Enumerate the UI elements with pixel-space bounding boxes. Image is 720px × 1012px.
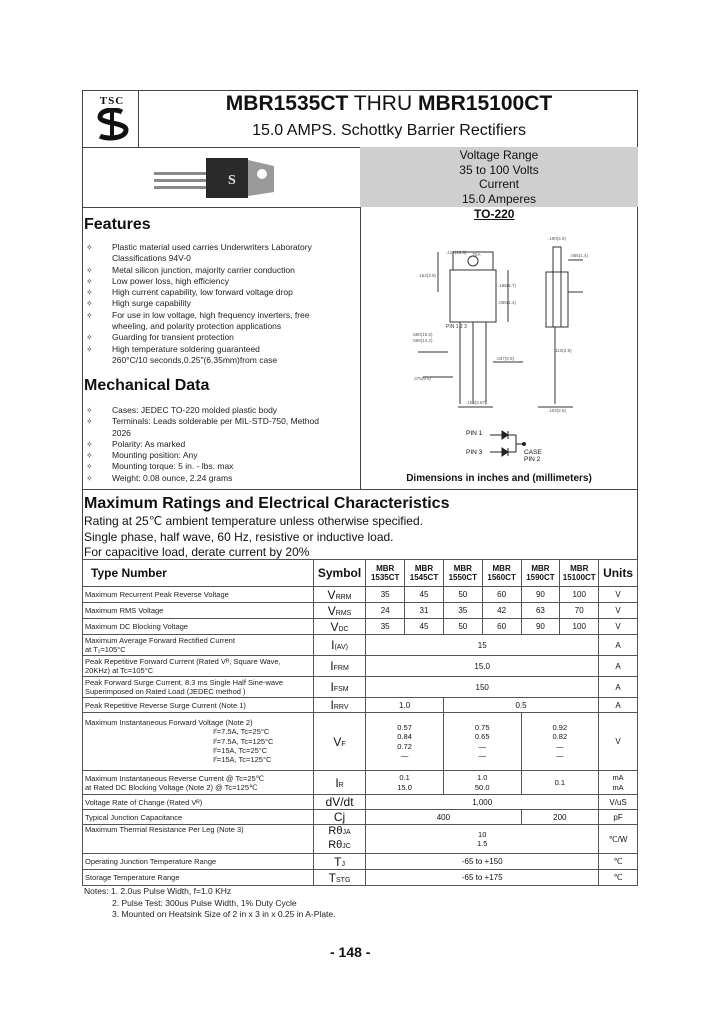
notes (84, 886, 336, 921)
unit: ℃ (599, 870, 638, 886)
cell: 31 (405, 603, 444, 619)
sym-rth: RθJA RθJC (313, 825, 365, 854)
unit: A (599, 677, 638, 698)
unit: V (599, 587, 638, 603)
list-item (86, 416, 356, 439)
section-rule (82, 489, 638, 490)
table-row-irrv (83, 698, 638, 713)
cell: 15 (366, 635, 599, 656)
bullet-icon: ✧ (86, 265, 93, 275)
unit: pF (599, 810, 638, 825)
svg-text:.105(2.67): .105(2.67) (466, 400, 487, 405)
param-vf: Maximum Instantaneous Forward Voltage (Note 2) Iᶠ=7.5A, Tc=25°C Iᶠ=7.5A, Tc=125°C Iᶠ=15A, Tc=25°C Iᶠ=15A, Tc=125°C (83, 713, 314, 771)
current-value: 15.0 Amperes (461, 191, 537, 206)
svg-text:S: S (228, 173, 236, 188)
list-item (86, 439, 356, 450)
list-item (86, 287, 356, 298)
sym-iav: I(AV) (313, 635, 365, 656)
list-item (86, 473, 356, 484)
param-tstg: Storage Temperature Range (83, 870, 314, 886)
cell: 45 (405, 587, 444, 603)
voltage-range-box (360, 147, 638, 207)
current-label: Current (478, 177, 519, 191)
cell: 90 (521, 619, 560, 635)
cell: -65 to +175 (366, 870, 599, 886)
voltage-range-value: 35 to 100 Volts (459, 162, 539, 177)
svg-text:.037(0.9): .037(0.9) (496, 356, 515, 361)
cell: 45 (405, 619, 444, 635)
cell: 42 (482, 603, 521, 619)
list-item (86, 405, 356, 416)
bullet-icon: ✧ (86, 276, 93, 286)
table-row-vrrm (83, 587, 638, 603)
param-vrrm: Maximum Recurrent Peak Reverse Voltage (83, 587, 314, 603)
table-row-ifsm (83, 677, 638, 698)
vf-col2: 0.75 0.65 — — (443, 713, 521, 771)
svg-text:.055(1.4): .055(1.4) (570, 253, 589, 258)
ir-units: mA mA (599, 771, 638, 795)
list-item-text: 2026 (112, 427, 131, 438)
unit: A (599, 656, 638, 677)
list-item (86, 242, 356, 265)
table-row-ir (83, 771, 638, 795)
list-item (86, 461, 356, 472)
param-ifrm: Peak Repetitive Forward Current (Rated Vᴿ, Square Wave, 20KHz) at Tc=105°C (83, 656, 314, 677)
param-rth: Maximum Thermal Resistance Per Leg (Note 3) (83, 825, 314, 854)
sym-vrrm: VRRM (313, 587, 365, 603)
diode-schematic (488, 428, 528, 460)
model-1560ct: MBR 1560CT (482, 560, 521, 587)
sym-vdc: VDC (313, 619, 365, 635)
svg-text:DIA: DIA (473, 252, 481, 257)
param-tj: Operating Junction Temperature Range (83, 854, 314, 870)
param-iav: Maximum Average Forward Rectified Current at T₁=105°C (83, 635, 314, 656)
list-item-text: wheeling, and polarity protection applications (112, 321, 282, 332)
ir-col1: 0.1 15.0 (366, 771, 444, 795)
cell: 35 (443, 603, 482, 619)
sym-tj: TJ (313, 854, 365, 870)
sym-dvdt: dV/dt (313, 795, 365, 810)
ratings-heading: Maximum Ratings and Electrical Characteristics (84, 495, 450, 512)
svg-text:.055(1.4): .055(1.4) (498, 300, 517, 305)
list-item-text: Polarity: As marked (112, 438, 186, 449)
list-item (86, 265, 356, 276)
list-item-text: Mounting position: Any (112, 450, 198, 461)
list-item-text: Cases: JEDEC TO-220 molded plastic body (112, 405, 278, 415)
sym-ifsm: IFSM (313, 677, 365, 698)
list-item-text: Low power loss, high efficiency (112, 275, 230, 286)
photo-rule (82, 207, 360, 208)
cell: 63 (521, 603, 560, 619)
svg-text:.104(2.6): .104(2.6) (548, 408, 567, 413)
page-title (140, 92, 638, 116)
rating-line-2: Single phase, half wave, 60 Hz, resistive or inductive load. (84, 530, 394, 544)
model-1590ct: MBR 1590CT (521, 560, 560, 587)
list-item (86, 332, 356, 343)
bullet-icon: ✧ (86, 417, 93, 427)
table-row-vdc (83, 619, 638, 635)
list-item (86, 298, 356, 309)
list-item-text: High current capability, low forward voltage drop (112, 287, 293, 298)
pin-numbers: PIN 1 2 3 (446, 324, 467, 330)
title-part2: MBR15100CT (417, 92, 553, 115)
case-text: CASE (524, 449, 542, 456)
cell: 400 (366, 810, 521, 825)
list-item (86, 276, 356, 287)
svg-text:.185(4.7): .185(4.7) (498, 283, 517, 288)
sym-vf: VF (313, 713, 365, 771)
sym-ifrm: IFRM (313, 656, 365, 677)
bullet-icon: ✧ (86, 310, 93, 320)
list-item-text: Guarding for transient protection (112, 332, 234, 343)
list-item (86, 450, 356, 461)
mechanical-list (86, 405, 356, 484)
bullet-icon: ✧ (86, 243, 93, 252)
list-item-text: For use in low voltage, high frequency inverters, free (112, 309, 310, 320)
vf-col1: 0.57 0.84 0.72 — (366, 713, 444, 771)
svg-text:.412(10.5): .412(10.5) (446, 250, 467, 255)
cell: 200 (521, 810, 599, 825)
cell: 100 (560, 619, 599, 635)
page-subtitle: 15.0 AMPS. Schottky Barrier Rectifiers (252, 122, 526, 139)
page-number: - 148 - (330, 944, 371, 960)
unit: A (599, 698, 638, 713)
list-item (86, 344, 356, 367)
note-1: Notes: 1. 2.0us Pulse Width, f=1.0 KHz (84, 886, 232, 896)
list-item-text: Weight: 0.08 ounce, 2.24 grams (112, 472, 233, 483)
list-item-text: Metal silicon junction, majority carrier conduction (112, 264, 295, 275)
model-1550ct: MBR 1550CT (443, 560, 482, 587)
bullet-icon: ✧ (86, 406, 93, 415)
cell: 35 (366, 619, 405, 635)
cell: 15.0 (366, 656, 599, 677)
sym-cj: Cj (313, 810, 365, 825)
tsc-logo-text: TSC (99, 95, 125, 107)
table-row-rth (83, 825, 638, 854)
model-15100ct: MBR 15100CT (560, 560, 599, 587)
list-item-text: 260°C/10 seconds,0.25"(6.35mm)from case (112, 354, 278, 365)
rating-line-1: Rating at 25℃ ambient temperature unless otherwise specified. (84, 514, 423, 528)
list-item-text: High surge capability (112, 298, 191, 309)
unit: V (599, 713, 638, 771)
unit: ℃/W (599, 825, 638, 854)
pin3-label: PIN 3 (466, 449, 483, 456)
table-row-iav (83, 635, 638, 656)
cell: 1,000 (366, 795, 599, 810)
mechanical-heading: Mechanical Data (84, 377, 210, 394)
svg-text:.375(9.5): .375(9.5) (413, 376, 432, 381)
bullet-icon: ✧ (86, 473, 93, 483)
cell: 35 (366, 587, 405, 603)
table-row-cj (83, 810, 638, 825)
sym-irrv: IRRV (313, 698, 365, 713)
table-row-dvdt (83, 795, 638, 810)
svg-text:.590(15.0): .590(15.0) (412, 332, 433, 337)
note-3: 3. Mounted on Heatsink Size of 2 in x 3 in x 0.25 in A-Plate. (112, 909, 336, 919)
vf-col3: 0.92 0.82 — — (521, 713, 599, 771)
table-row-vrms (83, 603, 638, 619)
model-1535ct: MBR 1535CT (366, 560, 405, 587)
svg-text:.110(2.8): .110(2.8) (554, 348, 572, 353)
list-item-text: Classifications 94V-0 (112, 253, 191, 264)
dimension-caption: Dimensions in inches and (millimeters) (406, 473, 592, 484)
cell: 70 (560, 603, 599, 619)
cell: 60 (482, 587, 521, 603)
param-cj: Typical Junction Capacitance (83, 810, 314, 825)
table-row-tstg (83, 870, 638, 886)
pin1-label: PIN 1 (466, 430, 483, 437)
logo-divider (138, 90, 139, 147)
param-irrv: Peak Repetitive Reverse Surge Current (Note 1) (83, 698, 314, 713)
model-1545ct: MBR 1545CT (405, 560, 444, 587)
param-vrms: Maximum RMS Voltage (83, 603, 314, 619)
note-2: 2. Pulse Test: 300us Pulse Width, 1% Duty Cycle (112, 897, 297, 908)
pin2-text: PIN 2 (524, 456, 541, 463)
param-ir: Maximum Instantaneous Reverse Current @ Tc=25℃ at Rated DC Blocking Voltage (Note 2) @ Tc=125℃ (83, 771, 314, 795)
units-header: Units (599, 560, 638, 587)
rth-values: 10 1.5 (366, 825, 599, 854)
list-item-text: Mounting torque: 5 in. - lbs. max (112, 461, 234, 472)
type-number-header: Type Number (83, 560, 314, 587)
table-header-row (83, 560, 638, 587)
features-heading: Features (84, 216, 151, 233)
list-item-text: Terminals: Leads solderable per MIL-STD-750, Method (112, 416, 319, 427)
features-list (86, 242, 356, 366)
list-item (86, 310, 356, 333)
symbol-header: Symbol (313, 560, 365, 587)
unit: V/uS (599, 795, 638, 810)
tsc-logo-icon (94, 108, 132, 142)
unit: V (599, 619, 638, 635)
cell: 50 (443, 619, 482, 635)
unit: ℃ (599, 854, 638, 870)
cell: 100 (560, 587, 599, 603)
voltage-range-label: Voltage Range (459, 148, 539, 162)
ir-col2: 1.0 50.0 (443, 771, 521, 795)
rating-line-3: For capacitive load, derate current by 20% (84, 545, 310, 559)
svg-text:.560(14.2): .560(14.2) (412, 338, 433, 343)
svg-text:.154(3.9): .154(3.9) (418, 273, 437, 278)
sym-tstg: TSTG (313, 870, 365, 886)
param-vdc: Maximum DC Blocking Voltage (83, 619, 314, 635)
to220-photo (150, 150, 280, 202)
bullet-icon: ✧ (86, 462, 93, 472)
ratings-table (82, 559, 638, 886)
table-row-vf (83, 713, 638, 771)
cell: 0.5 (443, 698, 598, 713)
cell: 24 (366, 603, 405, 619)
table-row-ifrm (83, 656, 638, 677)
bullet-icon: ✧ (86, 288, 93, 298)
cell: 90 (521, 587, 560, 603)
svg-text:.190(4.8): .190(4.8) (548, 236, 567, 241)
table-row-tj (83, 854, 638, 870)
package-label: TO-220 (474, 207, 515, 221)
param-ifsm: Peak Forward Surge Current, 8.3 ms Single Half Sine-wave Superimposed on Rated Load (JEDEC method ) (83, 677, 314, 698)
unit: V (599, 603, 638, 619)
list-item-text: Plastic material used carries Underwriters Laboratory (112, 242, 312, 252)
title-part1: MBR1535CT (225, 92, 349, 115)
cell: 150 (366, 677, 599, 698)
cell: 1.0 (366, 698, 444, 713)
bullet-icon: ✧ (86, 344, 93, 354)
list-item-text: High temperature soldering guaranteed (112, 343, 260, 354)
sym-vrms: VRMS (313, 603, 365, 619)
bullet-icon: ✧ (86, 299, 93, 309)
param-dvdt: Voltage Rate of Change (Rated Vᴿ) (83, 795, 314, 810)
cell: 60 (482, 619, 521, 635)
cell: -65 to +150 (366, 854, 599, 870)
unit: A (599, 635, 638, 656)
bullet-icon: ✧ (86, 333, 93, 343)
title-thru: THRU (348, 92, 418, 115)
sym-ir: IR (313, 771, 365, 795)
bullet-icon: ✧ (86, 439, 93, 449)
cell: 50 (443, 587, 482, 603)
bullet-icon: ✧ (86, 451, 93, 461)
ir-col3: 0.1 (521, 771, 599, 795)
